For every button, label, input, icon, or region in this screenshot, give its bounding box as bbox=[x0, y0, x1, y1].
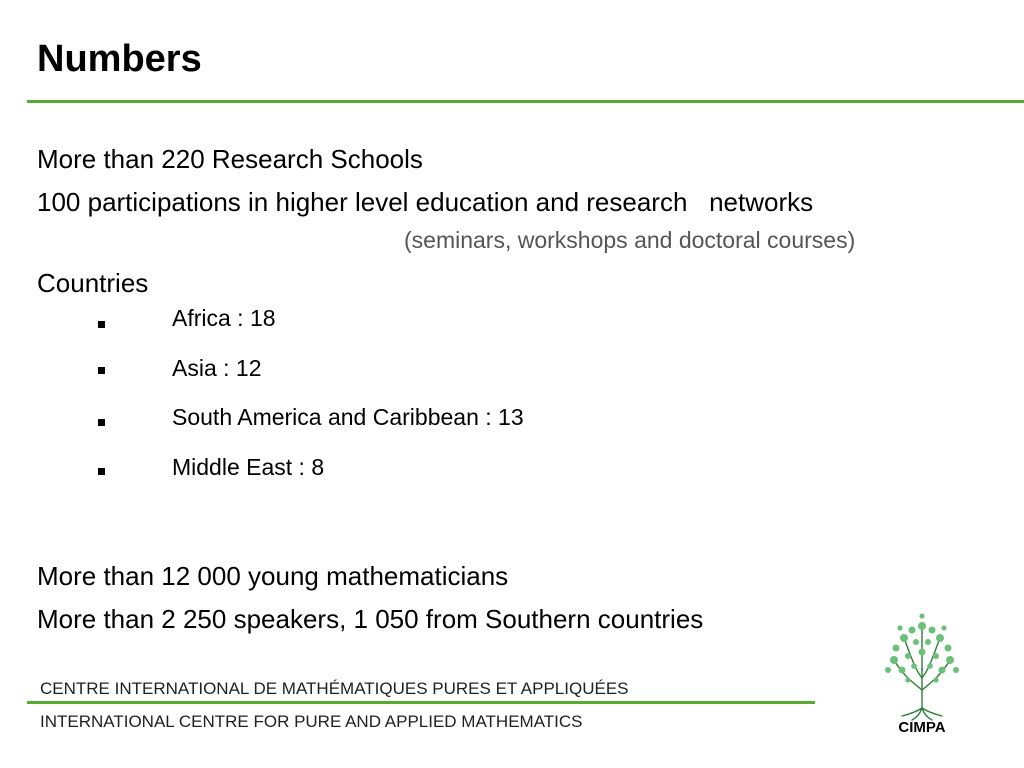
slide-title: Numbers bbox=[37, 38, 202, 80]
country-middle-east: Middle East : 8 bbox=[172, 454, 325, 480]
bullet-icon bbox=[98, 367, 105, 374]
participations-note: (seminars, workshops and doctoral courses) bbox=[404, 227, 856, 253]
title-divider bbox=[27, 100, 1024, 103]
countries-heading: Countries bbox=[37, 268, 149, 298]
research-schools-line: More than 220 Research Schools bbox=[37, 144, 423, 174]
cimpa-logo-label: CIMPA bbox=[898, 719, 946, 736]
country-south-america: South America and Caribbean : 13 bbox=[172, 404, 524, 430]
country-africa: Africa : 18 bbox=[172, 305, 276, 331]
young-mathematicians-line: More than 12 000 young mathematicians bbox=[37, 561, 509, 591]
participations-line: 100 participations in higher level education and research networks bbox=[37, 187, 814, 217]
footer-french-name: CENTRE INTERNATIONAL DE MATHÉMATIQUES PURES ET APPLIQUÉES bbox=[40, 679, 629, 698]
footer-divider bbox=[27, 701, 815, 704]
bullet-icon bbox=[98, 419, 105, 426]
bullet-icon bbox=[98, 468, 105, 475]
footer-english-name: INTERNATIONAL CENTRE FOR PURE AND APPLIED MATHEMATICS bbox=[40, 712, 583, 731]
speakers-line: More than 2 250 speakers, 1 050 from Southern countries bbox=[37, 604, 704, 634]
country-asia: Asia : 12 bbox=[172, 355, 262, 381]
bullet-icon bbox=[98, 321, 105, 328]
